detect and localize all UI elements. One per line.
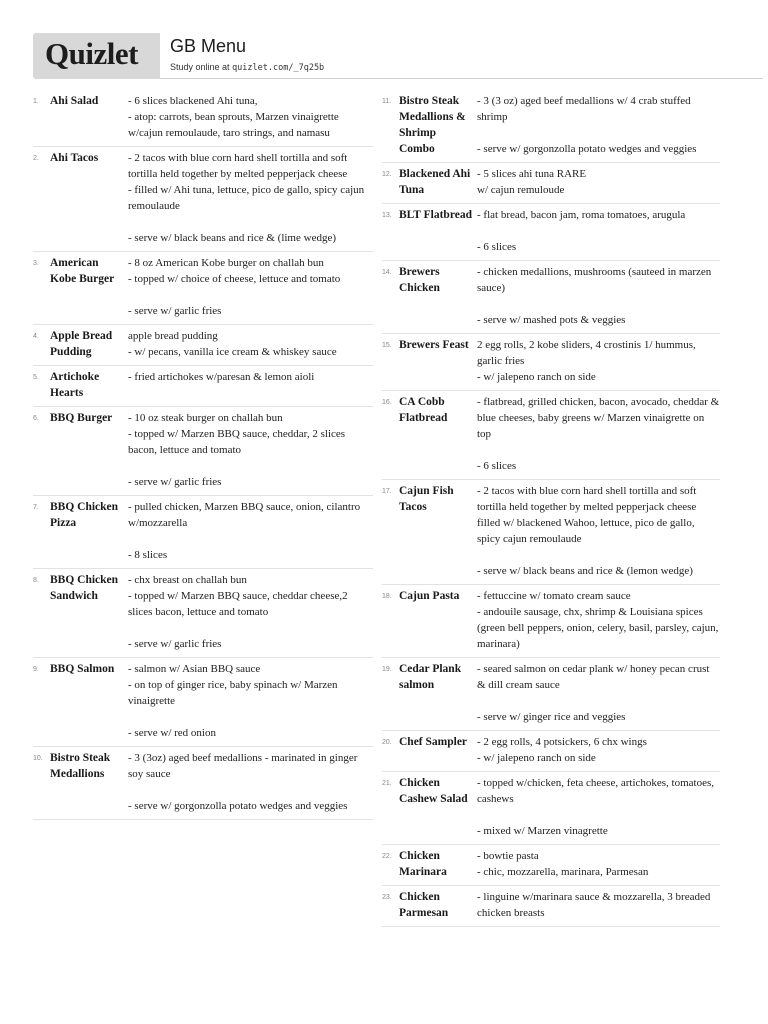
definition-line: - serve w/ garlic fries xyxy=(128,638,222,650)
definition-line: - seared salmon on cedar plank w/ honey pecan crust & dill cream sauce xyxy=(477,663,710,691)
definition xyxy=(128,661,373,741)
definition-line: - on top of ginger rice, baby spinach w/ Marzen vinaigrette xyxy=(128,679,338,707)
definition xyxy=(477,588,720,652)
definition-spacer xyxy=(128,782,373,798)
definition xyxy=(477,661,720,725)
definition xyxy=(477,166,720,198)
definition-line: - 3 (3 oz) aged beef medallions w/ 4 crab stuffed shrimp xyxy=(477,95,691,123)
study-prefix: Study online at xyxy=(170,62,230,72)
study-url: quizlet.com/_7q25b xyxy=(232,63,325,73)
item-number: 9. xyxy=(33,666,39,673)
left-column xyxy=(33,90,373,820)
definition-line: - w/ pecans, vanilla ice cream & whiskey sauce xyxy=(128,346,337,358)
term-row xyxy=(33,90,373,147)
item-number: 16. xyxy=(382,399,392,406)
definition-line: - fettuccine w/ tomato cream sauce xyxy=(477,590,631,602)
term-name: Bistro Steak Medallions xyxy=(50,752,111,780)
item-number: 12. xyxy=(382,171,392,178)
definition xyxy=(477,483,720,579)
term-row xyxy=(33,407,373,496)
definition xyxy=(128,499,373,563)
page-header xyxy=(33,33,763,79)
definition-line: - 6 slices blackened Ahi tuna, xyxy=(128,95,258,107)
term-row xyxy=(382,845,720,886)
item-number: 13. xyxy=(382,212,392,219)
definition-line: - serve w/ ginger rice and veggies xyxy=(477,711,626,723)
item-number: 21. xyxy=(382,780,392,787)
item-number: 17. xyxy=(382,488,392,495)
definition-line: - serve w/ garlic fries xyxy=(128,476,222,488)
term-row xyxy=(382,90,720,163)
term-row xyxy=(382,204,720,261)
term-name: Blackened Ahi Tuna xyxy=(399,168,471,196)
term-row xyxy=(382,886,720,927)
term-row xyxy=(33,325,373,366)
definition-spacer xyxy=(128,620,373,636)
definition-line: - 10 oz steak burger on challah bun xyxy=(128,412,283,424)
term-row xyxy=(33,747,373,820)
term-row xyxy=(33,658,373,747)
term-row xyxy=(33,496,373,569)
right-column xyxy=(382,90,720,927)
term-row xyxy=(382,585,720,658)
definition-line: - serve w/ gorgonzolla potato wedges and veggies xyxy=(477,143,697,155)
logo-text: Quizlet xyxy=(45,36,138,71)
item-number: 7. xyxy=(33,504,39,511)
definition xyxy=(477,207,720,255)
term-name: Cajun Fish Tacos xyxy=(399,485,454,513)
definition-spacer xyxy=(477,547,720,563)
item-number: 11. xyxy=(382,98,392,105)
definition xyxy=(477,848,720,880)
definition xyxy=(477,264,720,328)
header-divider xyxy=(160,78,763,79)
item-number: 15. xyxy=(382,342,392,349)
definition-line: - fried artichokes w/paresan & lemon aioli xyxy=(128,371,315,383)
term-row xyxy=(382,163,720,204)
definition xyxy=(128,572,373,652)
term-row xyxy=(33,252,373,325)
definition-line: - 6 slices xyxy=(477,460,517,472)
definition-line: - w/ jalepeno ranch on side xyxy=(477,371,596,383)
term-name: BBQ Chicken Pizza xyxy=(50,501,119,529)
definition xyxy=(477,775,720,839)
term-name: Ahi Salad xyxy=(50,95,99,107)
definition-spacer xyxy=(477,693,720,709)
term-row xyxy=(382,391,720,480)
definition-line: - serve w/ mashed pots & veggies xyxy=(477,314,626,326)
item-number: 5. xyxy=(33,374,39,381)
definition-line: - flat bread, bacon jam, roma tomatoes, arugula xyxy=(477,209,686,221)
definition-line: - 3 (3oz) aged beef medallions - marinated in ginger soy sauce xyxy=(128,752,358,780)
term-name: BBQ Salmon xyxy=(50,663,115,675)
definition xyxy=(128,328,373,360)
definition-line: - 5 slices ahi tuna RARE xyxy=(477,168,587,180)
definition-line: - flatbread, grilled chicken, bacon, avocado, cheddar & blue cheeses, baby greens w/ Marzen vinaigrette on top xyxy=(477,396,720,440)
term-row xyxy=(33,569,373,658)
definition xyxy=(477,394,720,474)
definition-line: - serve w/ gorgonzolla potato wedges and veggies xyxy=(128,800,348,812)
term-row xyxy=(382,480,720,585)
definition-line: - 2 tacos with blue corn hard shell tortilla and soft tortilla held together by melted pepperjack cheese xyxy=(477,485,697,513)
item-number: 19. xyxy=(382,666,392,673)
definition-spacer xyxy=(477,807,720,823)
definition-line: - salmon w/ Asian BBQ sauce xyxy=(128,663,261,675)
definition-spacer xyxy=(128,531,373,547)
term-name: BLT Flatbread xyxy=(399,209,472,221)
term-row xyxy=(382,261,720,334)
definition-line: - topped w/ Marzen BBQ sauce, cheddar cheese,2 slices bacon, lettuce and tomato xyxy=(128,590,348,618)
item-number: 22. xyxy=(382,853,392,860)
definition xyxy=(128,410,373,490)
definition xyxy=(477,734,720,766)
term-name: CA Cobb Flatbread xyxy=(399,396,448,424)
definition-line: - chic, mozzarella, marinara, Parmesan xyxy=(477,866,649,878)
item-number: 4. xyxy=(33,333,39,340)
definition-line: - serve w/ red onion xyxy=(128,727,216,739)
term-name: Apple Bread Pudding xyxy=(50,330,113,358)
term-name: Chef Sampler xyxy=(399,736,468,748)
item-number: 1. xyxy=(33,98,39,105)
term-row xyxy=(33,147,373,252)
term-row xyxy=(382,658,720,731)
definition-line: - 8 oz American Kobe burger on challah bun xyxy=(128,257,324,269)
definition-line: - chicken medallions, mushrooms (sauteed in marzen sauce) xyxy=(477,266,712,294)
definition xyxy=(128,750,373,814)
term-name: BBQ Chicken Sandwich xyxy=(50,574,119,602)
definition-line: - serve w/ garlic fries xyxy=(128,305,222,317)
definition-spacer xyxy=(477,442,720,458)
item-number: 20. xyxy=(382,739,392,746)
term-name: Artichoke Hearts xyxy=(50,371,100,399)
term-name: Brewers Feast xyxy=(399,339,469,351)
definition-line: - bowtie pasta xyxy=(477,850,539,862)
item-number: 23. xyxy=(382,894,392,901)
definition-spacer xyxy=(128,709,373,725)
definition-line: - serve w/ black beans and rice & (lemon wedge) xyxy=(477,565,693,577)
item-number: 6. xyxy=(33,415,39,422)
definition-line: - filled w/ Ahi tuna, lettuce, pico de gallo, spicy cajun remoulaude xyxy=(128,184,365,212)
quizlet-logo xyxy=(33,33,160,79)
page-title: GB Menu xyxy=(170,36,247,56)
term-name: Chicken Parmesan xyxy=(399,891,449,919)
term-name: Chicken Marinara xyxy=(399,850,447,878)
item-number: 14. xyxy=(382,269,392,276)
term-name: Brewers Chicken xyxy=(399,266,440,294)
definition-line: - w/ jalepeno ranch on side xyxy=(477,752,596,764)
definition xyxy=(128,150,373,246)
definition-line: - topped w/chicken, feta cheese, artichokes, tomatoes, cashews xyxy=(477,777,715,805)
definition xyxy=(128,369,373,401)
term-row xyxy=(382,731,720,772)
definition-line: - linguine w/marinara sauce & mozzarella, 3 breaded chicken breasts xyxy=(477,891,711,919)
item-number: 18. xyxy=(382,593,392,600)
definition xyxy=(128,255,373,319)
definition-line: apple bread pudding xyxy=(128,330,218,342)
definition-line: - serve w/ black beans and rice & (lime wedge) xyxy=(128,232,336,244)
term-name: BBQ Burger xyxy=(50,412,113,424)
term-name: Bistro Steak Medallions & Shrimp Combo xyxy=(399,95,466,155)
definition xyxy=(477,337,720,385)
definition-line: filled w/ blackened Wahoo, lettuce, pico de gallo, spicy cajun remoulaude xyxy=(477,517,695,545)
definition-spacer xyxy=(128,287,373,303)
definition-spacer xyxy=(128,458,373,474)
definition-spacer xyxy=(477,223,720,239)
term-row xyxy=(33,366,373,407)
item-number: 2. xyxy=(33,155,39,162)
item-number: 8. xyxy=(33,577,39,584)
definition-line: - mixed w/ Marzen vinagrette xyxy=(477,825,608,837)
term-name: Cajun Pasta xyxy=(399,590,460,602)
definition-line: - 6 slices xyxy=(477,241,517,253)
item-number: 10. xyxy=(33,755,43,762)
definition-line: - 8 slices xyxy=(128,549,168,561)
term-name: American Kobe Burger xyxy=(50,257,115,285)
definition-line: 2 egg rolls, 2 kobe sliders, 4 crostinis 1/ hummus, garlic fries xyxy=(477,339,696,367)
definition-line: - andouile sausage, chx, shrimp & Louisiana spices (green bell peppers, onion, celery, basil, parsley, cajun, marinara) xyxy=(477,606,719,650)
definition-line: w/ cajun remuloude xyxy=(477,184,565,196)
definition-line: - chx breast on challah bun xyxy=(128,574,247,586)
definition-spacer xyxy=(128,214,373,230)
definition-spacer xyxy=(477,125,720,141)
term-name: Chicken Cashew Salad xyxy=(399,777,468,805)
definition-line: - atop: carrots, bean sprouts, Marzen vinaigrette w/cajun remoulaude, taro strings, and namasu xyxy=(128,111,339,139)
item-number: 3. xyxy=(33,260,39,267)
definition xyxy=(128,93,373,141)
definition-line: - 2 tacos with blue corn hard shell tortilla and soft tortilla held together by melted pepperjack cheese xyxy=(128,152,348,180)
definition-line: - pulled chicken, Marzen BBQ sauce, onion, cilantro w/mozzarella xyxy=(128,501,361,529)
definition xyxy=(477,889,720,921)
definition-line: - 2 egg rolls, 4 potsickers, 6 chx wings xyxy=(477,736,647,748)
term-name: Cedar Plank salmon xyxy=(399,663,462,691)
term-name: Ahi Tacos xyxy=(50,152,99,164)
definition-line: - topped w/ choice of cheese, lettuce and tomato xyxy=(128,273,341,285)
definition-line: - topped w/ Marzen BBQ sauce, cheddar, 2 slices bacon, lettuce and tomato xyxy=(128,428,346,456)
definition-spacer xyxy=(477,296,720,312)
term-row xyxy=(382,772,720,845)
term-row xyxy=(382,334,720,391)
definition xyxy=(477,93,720,157)
study-online-line xyxy=(170,62,324,73)
